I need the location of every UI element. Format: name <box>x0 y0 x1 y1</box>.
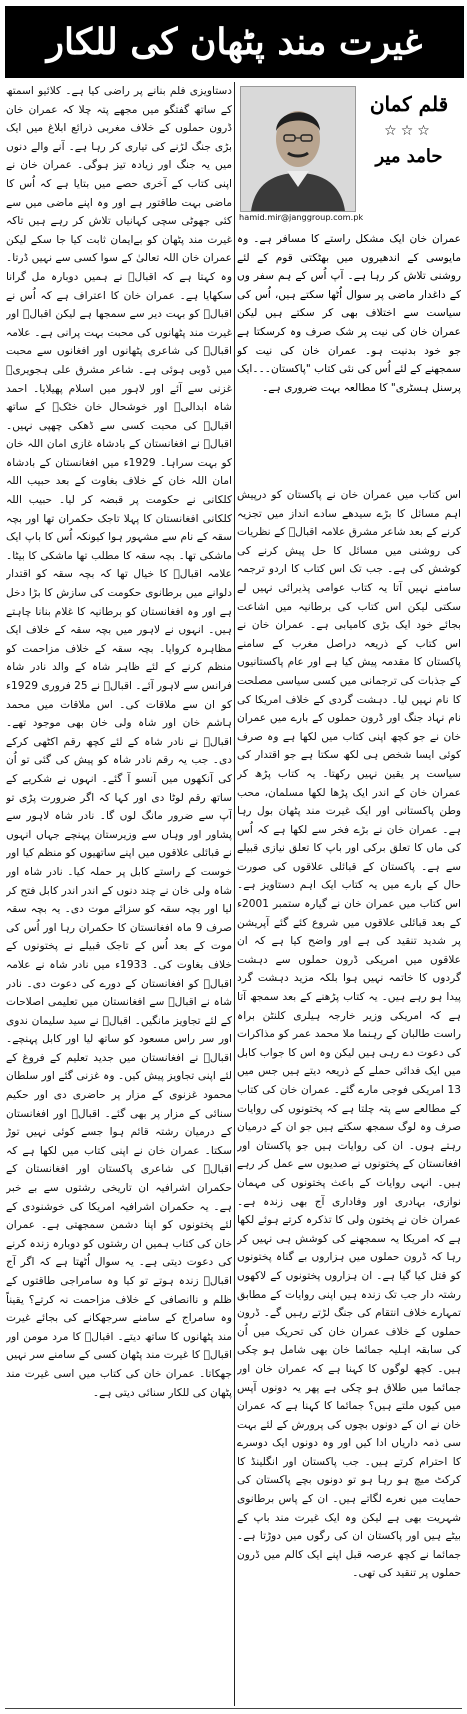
left-column <box>6 82 232 1706</box>
right-column-text: اس کتاب میں عمران خان نے پاکستان کو درپیش اہم مسائل کا بڑے سیدھے سادے انداز میں تجزیہ کرنے کے بعد شاعر مشرق علامہ اقبالؒ کے نظریات کی روشنی میں مسائل کا حل پیش کرنے کی کوشش کی ہے۔ جب تک اس کتاب کا اردو ترجمہ سامنے نہیں آتا یہ کتاب عوامی پذیرائی نہیں لے سکتی لیکن اس کتاب کی برطانیہ میں اشاعت بجائے خود ایک بڑی کامیابی ہے۔ عمران خان نے اس کتاب کے ذریعہ دراصل مغرب کے سامنے پاکستان کا مقدمہ پیش کیا ہے اور عام پاکستانیوں کے جذبات کی ترجمانی میں کسی سیاسی مصلحت کا نام نہیں لیا۔ دہشت گردی کے خلاف امریکا کی نام نہاد جنگ اور ڈرون حملوں کے بارے میں عمران خان نے جو کچھ اپنی کتاب میں لکھا ہے وہ صرف کوئی ایسا شخص ہی لکھ سکتا ہے جو اقتدار کی سیاست پر یقین نہیں رکھتا۔ یہ کتاب پڑھ کر عمران خان کے اندر ایک پڑھا لکھا مسلمان، محب وطن پاکستانی اور ایک غیرت مند پٹھان بول رہا ہے۔ عمران خان نے بڑے فخر سے لکھا ہے کہ اُس کی ماں کا تعلق برکی اور باپ کا تعلق نیازی قبیلے سے ہے۔ پاکستان کے قبائلی علاقوں کی صورت حال کے بارے میں یہ کتاب ایک اہم دستاویز ہے۔ اس کتاب میں عمران خان نے گیارہ ستمبر 2001ء کے بعد قبائلی علاقوں میں شروع کئے گئے آپریشن پر شدید تنقید کی ہے اور واضح کیا ہے کہ ان علاقوں میں امریکی ڈرون حملوں سے دہشت گردوں کا خاتمہ نہیں ہوا بلکہ مزید دہشت گرد پیدا ہو رہے ہیں۔ یہ کتاب پڑھنے کے بعد سمجھ آتا ہے کہ امریکی وزیر خارجہ ہیلری کلنٹن براہ راست طالبان کے رہنما ملا محمد عمر کو مذاکرات کی دعوت دے رہی ہیں لیکن وہ اس کا جواب کابل میں ایک فدائی حملے کے ذریعہ دیتے ہیں جس میں 13 امریکی فوجی مارے گئے۔ عمران خان کی کتاب کے مطالعے سے پتہ چلتا ہے کہ پختونوں کی روایات صرف وہ لوگ سمجھ سکتے ہیں جو ان کے درمیان رہتے ہوں۔ ان کی روایات ہیں جو پاکستان اور افغانستان کے پختونوں نے صدیوں سے عمل کر رہے ہیں۔ انہی روایات کے باعث پختونوں کی مہمان نوازی، بہادری اور وفاداری آج بھی زندہ ہے۔ عمران خان نے پختون ولی کا تذکرہ کرتے ہوئے لکھا ہے کہ امریکا یہ سمجھنے کی کوشش ہی نہیں کر رہا کہ ڈرون حملوں میں ہزاروں بے گناہ پختونوں کو قتل کیا گیا ہے۔ ان ہزاروں پختونوں کے لاکھوں رشتہ دار جب تک زندہ ہیں اپنی روایات کے مطابق تمہارے خلاف انتقام کی جنگ لڑتے رہیں گے۔ ڈرون حملوں کے خلاف عمران خان کی تحریک میں اُن کی سابقہ اہلیہ جمائما خان بھی شامل ہو چکی ہیں۔ کچھ لوگوں کا کہنا ہے کہ عمران خان اور جمائما میں طلاق ہو چکی ہے پھر یہ دونوں آپس میں کیوں ملتے ہیں؟ جمائما کا کہنا ہے کہ عمران خان نے ان کے دونوں بچوں کی پرورش کے لئے بہت سی ذمہ داریاں ادا کیں اور وہ دونوں ایک دوسرے کا احترام کرتے ہیں۔ جب پاکستان اور انگلینڈ کا کرکٹ میچ ہو رہا ہو تو دونوں بچے پاکستان کی حمایت میں نعرے لگاتے ہیں۔ ان کے پاس برطانوی شہریت بھی ہے لیکن وہ ایک غیرت مند باپ کے بیٹے ہیں اور پاکستان ان کی رگوں میں دوڑتا ہے۔ جمائما نے کچھ عرصہ قبل اپنے ایک کالم میں ڈرون حملوں پر تنقید کی تھی۔ <box>237 489 461 1580</box>
author-photo <box>240 86 356 212</box>
headline-banner <box>5 6 464 78</box>
star-icons: ☆☆☆ <box>384 123 434 139</box>
bottom-rule <box>5 1708 462 1709</box>
byline <box>359 90 459 170</box>
author-portrait-image <box>241 87 355 211</box>
intro-text: عمران خان ایک مشکل راستے کا مسافر ہے۔ وہ مایوسی کے اندھیروں میں بھٹکتی قوم کے لئے روشنی تلاش کر رہا ہے۔ آپ اُس کے ہم سفر وں کے داغدار ماضی پر سوال اُٹھا سکتے ہیں، اُس کی سیاست سے اختلاف بھی کر سکتے ہیں لیکن عمران خان کی نیت پر شک صرف وہ کرسکتا ہے جو خود بدنیت ہو۔ عمران خان کی نیت کو سمجھنے کے لئے اُس کی نئی کتاب "پاکستان۔۔۔ایک پرسنل ہسٹری" کا مطالعہ بہت ضروری ہے۔ <box>237 233 461 394</box>
right-column <box>237 486 461 1704</box>
headline: غیرت مند پٹھان کی للکار <box>46 21 423 63</box>
column-divider <box>234 82 235 1706</box>
author-email: hamid.mir@janggroup.com.pk <box>239 212 364 222</box>
author-name: حامد میر <box>375 146 443 167</box>
column-name: قلم کمان <box>369 92 449 116</box>
left-column-text: دستاویزی فلم بنانے پر راضی کیا ہے۔ کلائیو اسمتھ کے ساتھ گفتگو میں مجھے پتہ چلا کہ عمران خان ڈرون حملوں کے خلاف مغربی ذرائع ابلاغ میں ایک بڑی جنگ لڑنے کی تیاری کر رہا ہے۔ آنے والے دنوں میں یہ جنگ اور زیادہ تیز ہوگی۔ عمران خان نے اپنی کتاب کے آخری حصے میں بتایا ہے کہ اُس کا ماضی بہت طاقتور ہے اور وہ اپنے ماضی میں سے کئی جھوٹی سچی کہانیاں تلاش کر رہے ہیں تاکہ غیرت مند پٹھان کو بےایمان ثابت کیا جا سکے لیکن عمران خان اللہ تعالیٰ کے سوا کسی سے نہیں ڈرتا۔ وہ کہتا ہے کہ اقبالؒ نے ہمیں دوبارہ مل گرانا سکھایا ہے۔ عمران خان کا اعتراف ہے کہ اُس نے اقبالؒ کو بہت دیر سے سمجھا ہے لیکن اقبالؒ اور غیرت مند پٹھانوں کی محبت بہت پرانی ہے۔ علامہ اقبالؒ کی شاعری پٹھانوں اور افغانوں سے محبت میں ڈوبی ہوئی ہے۔ شاعر مشرق علی ہجویریؒ غزنی سے آئے اور لاہور میں اسلام پھیلایا۔ احمد شاہ ابدالیؒ اور خوشحال خان خٹکؒ کے ساتھ اقبالؒ کی محبت کسی سے ڈھکی چھپی نہیں۔ اقبالؒ نے افغانستان کے بادشاہ غازی امان اللہ خان کو بہت سراہا۔ 1929ء میں افغانستان کے بادشاہ امان اللہ خان کے خلاف بغاوت کے بعد حبیب اللہ کلکانی نے حکومت پر قبضہ کر لیا۔ حبیب اللہ کلکانی افغانستان کا پہلا تاجک حکمران تھا اور بچہ سقہ کے نام سے مشہور ہوا کیونکہ اُس کا باپ ایک ماشکی تھا۔ بچہ سقہ کا مطلب تھا ماشکی کا بیٹا۔ علامہ اقبالؒ کا خیال تھا کہ بچہ سقہ کو اقتدار دلوانے میں برطانوی حکومت کی سازش کا بڑا دخل ہے اور وہ افغانستان کو برطانیہ کا غلام بنانا چاہتے ہیں۔ انہوں نے لاہور میں بچہ سقہ کے خلاف ایک مظاہرہ کروایا۔ بچہ سقہ کے خلاف مزاحمت کو منظم کرنے کے لئے ظاہر شاہ کے والد نادر شاہ فرانس سے لاہور آئے۔ اقبالؒ نے 25 فروری 1929ء کو ان سے ملاقات کی۔ اس ملاقات میں محمد ہاشم خان اور شاہ ولی خان بھی موجود تھے۔ اقبالؒ نے نادر شاہ کے لئے کچھ رقم اکٹھی کرکے دی۔ جب یہ رقم نادر شاہ کو پیش کی گئی تو اُن کی آنکھوں میں آنسو آ گئے۔ انہوں نے شکریے کے ساتھ رقم لوٹا دی اور کہا کہ اگر ضرورت پڑی تو آپ سے ضرور مانگ لوں گا۔ نادر شاہ لاہور سے پشاور اور وہاں سے وزیرستان پہنچے جہاں انہوں نے قبائلی علاقوں میں اپنے ساتھیوں کو منظم کیا اور خوست کے راستے کابل پر حملہ کیا۔ نادر شاہ اور شاہ ولی خان نے چند دنوں کے اندر اندر کابل فتح کر لیا اور بچہ سقہ کو سزائے موت دی۔ یہ بچہ سقہ صرف 9 ماہ افغانستان کا حکمران رہا اور اُس کی موت کے بعد اُس کے تاجک قبیلے نے پختونوں کے خلاف بغاوت کی۔ 1933ء میں نادر شاہ نے علامہ اقبالؒ کو افغانستان کے دورے کی دعوت دی۔ نادر شاہ نے اقبالؒ سے افغانستان میں تعلیمی اصلاحات کے لئے تجاویز مانگیں۔ اقبالؒ نے سید سلیمان ندوی اور سر راس مسعود کو ساتھ لیا اور کابل پہنچے۔ اقبالؒ نے افغانستان میں جدید تعلیم کے فروغ کے لئے اپنی تجاویز پیش کیں۔ وہ غزنی گئے اور سلطان محمود غزنوی کے مزار پر حاضری دی اور حکیم سنائی کے مزار پر بھی گئے۔ اقبالؒ اور افغانستان کے درمیان رشتہ قائم ہوا جسے کوئی نہیں توڑ سکتا۔ عمران خان نے اپنی کتاب میں لکھا ہے کہ اقبالؒ کی شاعری پاکستان اور افغانستان کے حکمران اشرافیہ ان تاریخی رشتوں سے بے خبر ہے۔ یہ حکمران اشرافیہ امریکا کی خوشنودی کے لئے پختونوں کو اپنا دشمن سمجھتی ہے۔ عمران خان کی کتاب ہمیں ان رشتوں کو دوبارہ زندہ کرنے کی دعوت دیتی ہے۔ یہ سوال اُٹھتا ہے کہ اگر آج اقبالؒ زندہ ہوتے تو کیا وہ سامراجی طاقتوں کے ظلم و ناانصافی کے خلاف مزاحمت نہ کرتے؟ یقیناً وہ سامراج کے سامنے سرجھکانے کی بجائے غیرت مند پٹھانوں کا ساتھ دیتے۔ اقبالؒ کا مرد مومن اور اقبالؒ کا غیرت مند پٹھان کسی کے سامنے سر نہیں جھکاتا۔ عمران خان کی کتاب میں اسی غیرت مند پٹھان کی للکار سنائی دیتی ہے۔ <box>6 85 232 1399</box>
intro-paragraph <box>237 230 461 480</box>
author-box <box>237 82 461 480</box>
